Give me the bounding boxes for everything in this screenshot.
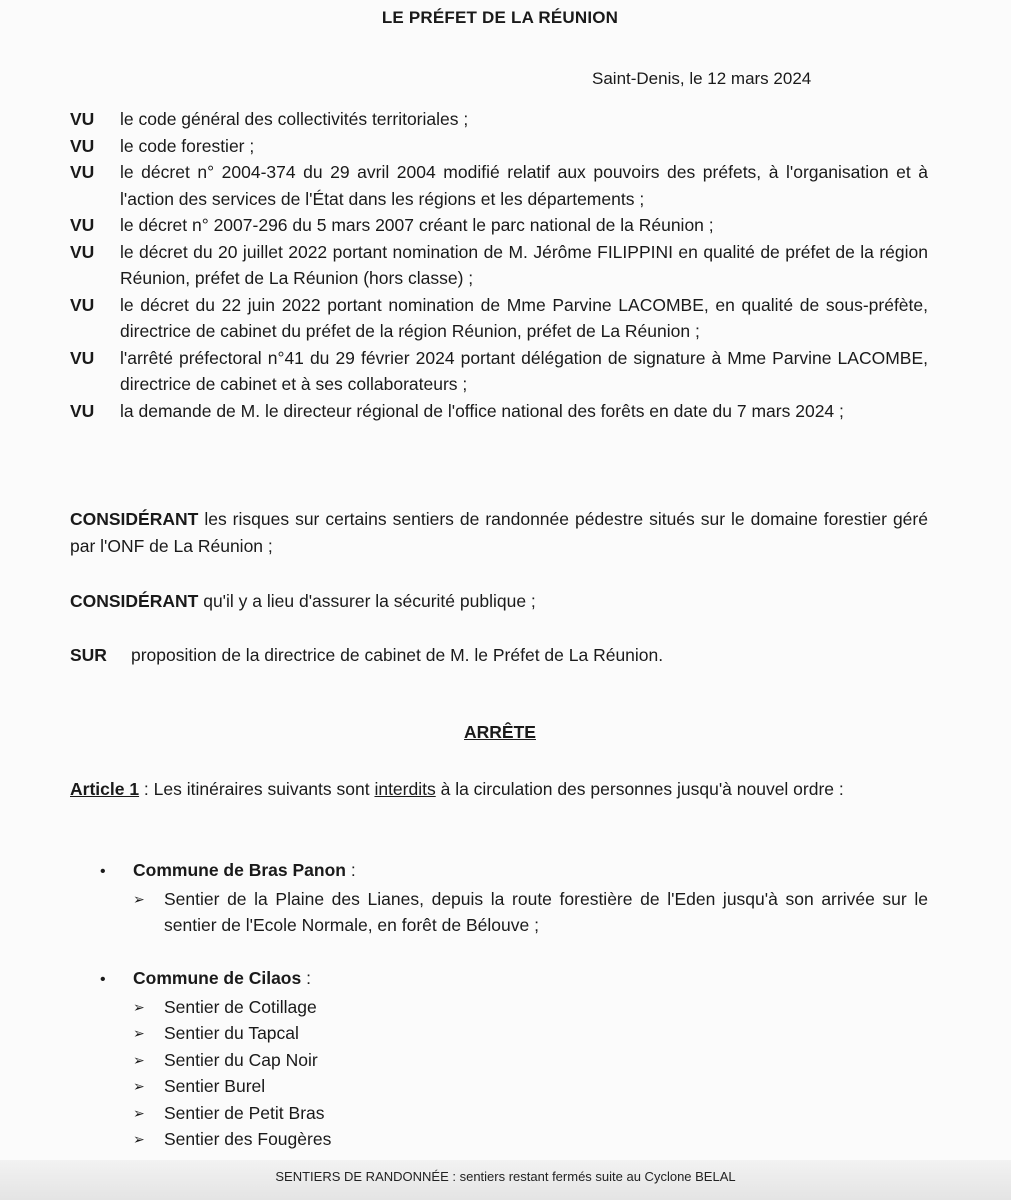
sur-clause: SUR proposition de la directrice de cabinet de M. le Préfet de La Réunion. xyxy=(70,642,928,669)
commune-name: Commune de Cilaos xyxy=(133,968,302,988)
trail-item: ➢ Sentier de la Plaine des Lianes, depuis la route forestière de l'Eden jusqu'à son arrivée sur le sentier de l'Ecole Normale, en forêt de Bélouve ; xyxy=(133,886,928,939)
trail-item: ➢ Sentier de Cotillage xyxy=(133,994,928,1021)
vu-keyword: VU xyxy=(70,241,95,262)
vu-item: VU la demande de M. le directeur régional de l'office national des forêts en date du 7 mars 2024 ; xyxy=(70,398,928,425)
interdits-emphasis: interdits xyxy=(374,779,436,799)
vu-item: VU le code forestier ; xyxy=(70,133,928,160)
commune-name: Commune de Bras Panon xyxy=(133,860,346,880)
vu-keyword: VU xyxy=(70,162,95,182)
trail-item: ➢ Sentier du Cap Noir xyxy=(133,1047,928,1074)
vu-keyword: VU xyxy=(70,109,95,129)
vu-keyword: VU xyxy=(70,400,95,421)
vu-item: VU le code général des collectivités territoriales ; xyxy=(70,106,928,133)
bullet-icon: • xyxy=(100,863,106,880)
trail-item: ➢ Sentier du Tapcal xyxy=(133,1020,928,1047)
commune-bras-panon: • Commune de Bras Panon : ➢ Sentier de la Plaine des Lianes, depuis la route forestière de l'Eden jusqu'à son arrivée sur le sentier de l'Ecole Normale, en forêt de Bélouve ; xyxy=(100,857,928,939)
vu-item: VU l'arrêté préfectoral n°41 du 29 février 2024 portant délégation de signature à Mme Parvine LACOMBE, directrice de cabinet et à ses collaborateurs ; xyxy=(70,345,928,398)
article-1: Article 1 : Les itinéraires suivants sont interdits à la circulation des personnes jusqu'à nouvel ordre : xyxy=(70,779,844,799)
vu-keyword: VU xyxy=(70,215,95,235)
arrow-bullet-icon: ➢ xyxy=(133,1131,145,1147)
vu-item: VU le décret du 22 juin 2022 portant nomination de Mme Parvine LACOMBE, en qualité de sous-préfète, directrice de cabinet du préfet de la région Réunion, préfet de La Réunion ; xyxy=(70,292,928,345)
trail-item: ➢ Sentier des Fougères xyxy=(133,1126,928,1153)
considerant-keyword: CONSIDÉRANT xyxy=(70,591,199,611)
sur-keyword: SUR xyxy=(70,645,107,665)
document-title: LE PRÉFET DE LA RÉUNION xyxy=(381,8,619,27)
trail-item: ➢ Sentier de Petit Bras xyxy=(133,1100,928,1127)
vu-keyword: VU xyxy=(70,347,95,368)
considerant-2: CONSIDÉRANT qu'il y a lieu d'assurer la sécurité publique ; xyxy=(70,591,536,611)
trail-item: ➢ Sentier Burel xyxy=(133,1073,928,1100)
arrow-bullet-icon: ➢ xyxy=(133,998,145,1015)
arrow-bullet-icon: ➢ xyxy=(133,1078,145,1094)
vu-keyword: VU xyxy=(70,135,95,156)
vu-keyword: VU xyxy=(70,294,95,315)
arrow-bullet-icon: ➢ xyxy=(133,890,145,907)
vu-list xyxy=(70,106,928,424)
document-date: Saint-Denis, le 12 mars 2024 xyxy=(592,69,812,88)
vu-item: VU le décret du 20 juillet 2022 portant nomination de M. Jérôme FILIPPINI en qualité de préfet de la région Réunion, préfet de La Réunion (hors classe) ; xyxy=(70,239,928,292)
vu-item: VU le décret n° 2004-374 du 29 avril 2004 modifié relatif aux pouvoirs des préfets, à l'organisation et à l'action des services de l'État dans les régions et les départements ; xyxy=(70,159,928,212)
arrow-bullet-icon: ➢ xyxy=(133,1051,145,1068)
bullet-icon: • xyxy=(100,971,106,988)
commune-cilaos: • Commune de Cilaos : ➢ Sentier de Cotillage ➢ Sentier du Tapcal ➢ Sentier du Cap Noir ➢ Sentier Burel ➢ Sentier de Petit Bras ➢ Sentier des Fougères xyxy=(100,965,928,1153)
article-label: Article 1 xyxy=(70,779,140,799)
arrow-bullet-icon: ➢ xyxy=(133,1025,145,1041)
considerant-keyword: CONSIDÉRANT xyxy=(70,509,199,529)
arrete-heading: ARRÊTE xyxy=(464,722,536,742)
considerant-1: CONSIDÉRANT les risques sur certains sentiers de randonnée pédestre situés sur le domaine forestier géré par l'ONF de La Réunion ; xyxy=(70,509,928,556)
arrow-bullet-icon: ➢ xyxy=(133,1104,145,1121)
vu-item: VU le décret n° 2007-296 du 5 mars 2007 créant le parc national de la Réunion ; xyxy=(70,212,928,239)
image-caption: SENTIERS DE RANDONNÉE : sentiers restant fermés suite au Cyclone BELAL xyxy=(0,1160,1011,1200)
